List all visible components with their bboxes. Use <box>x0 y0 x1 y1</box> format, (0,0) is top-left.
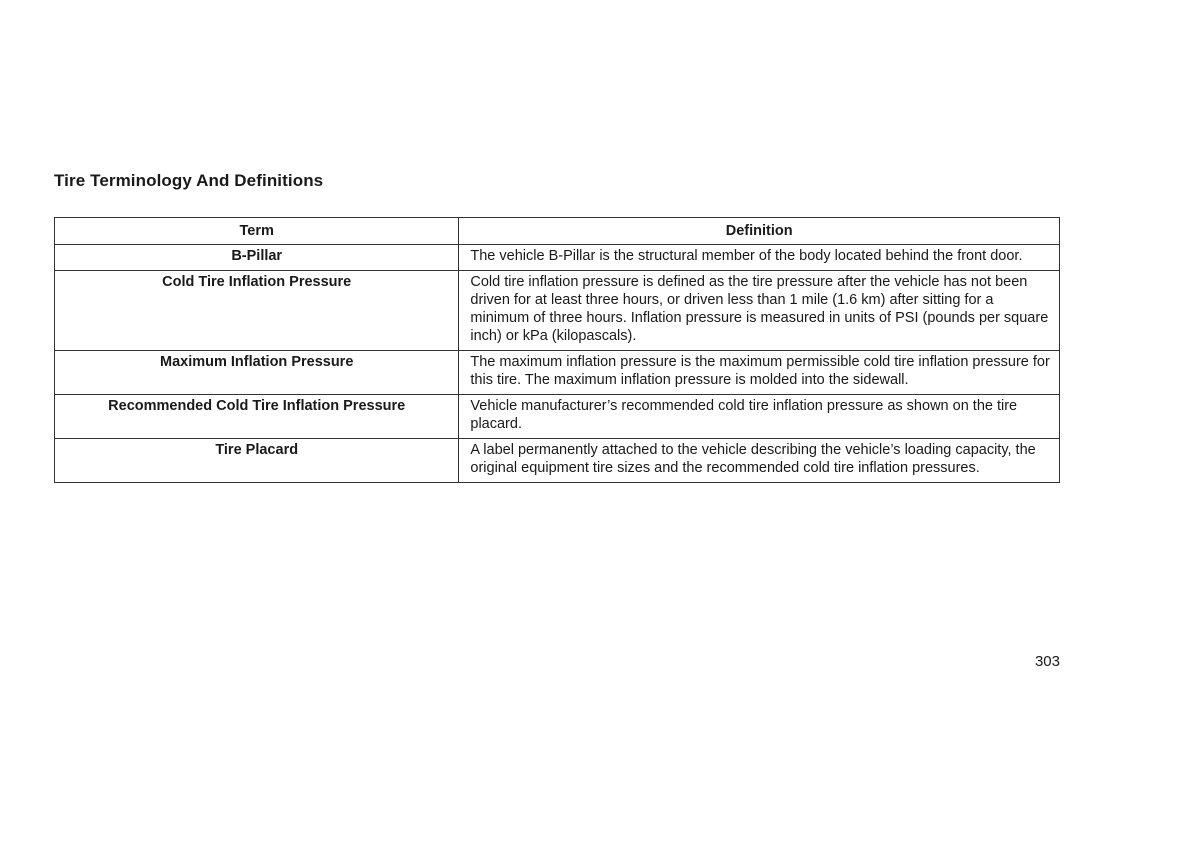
term-cell: Recommended Cold Tire Inflation Pressure <box>55 395 459 439</box>
section-title: Tire Terminology And Definitions <box>54 171 324 190</box>
definition-cell: Cold tire inflation pressure is defined as the tire pressure after the vehicle has not been driven for at least three hours, or driven less than 1 mile (1.6 km) after sitting for a minimum of three hours. Inflation pressure is measured in units of PSI (pounds per square inch) or kPa (kilopascals). <box>459 271 1060 351</box>
table-row <box>55 245 1060 271</box>
table-row <box>55 395 1060 439</box>
page-number: 303 <box>1034 653 1060 670</box>
term-cell: Tire Placard <box>55 439 459 483</box>
table-header-row <box>55 218 1060 245</box>
table-row <box>55 439 1060 483</box>
definition-cell: Vehicle manufacturer’s recommended cold tire inflation pressure as shown on the tire placard. <box>459 395 1060 439</box>
term-cell: Cold Tire Inflation Pressure <box>55 271 459 351</box>
table-row <box>55 271 1060 351</box>
header-term: Term <box>55 218 459 245</box>
term-cell: B-Pillar <box>55 245 459 271</box>
definition-cell: The maximum inflation pressure is the maximum permissible cold tire inflation pressure for this tire. The maximum inflation pressure is molded into the sidewall. <box>459 351 1060 395</box>
table-row <box>55 351 1060 395</box>
term-cell: Maximum Inflation Pressure <box>55 351 459 395</box>
tire-terminology-table <box>54 217 1060 483</box>
definition-cell: A label permanently attached to the vehicle describing the vehicle’s loading capacity, the original equipment tire sizes and the recommended cold tire inflation pressures. <box>459 439 1060 483</box>
header-definition: Definition <box>459 218 1060 245</box>
definition-cell: The vehicle B-Pillar is the structural member of the body located behind the front door. <box>459 245 1060 271</box>
